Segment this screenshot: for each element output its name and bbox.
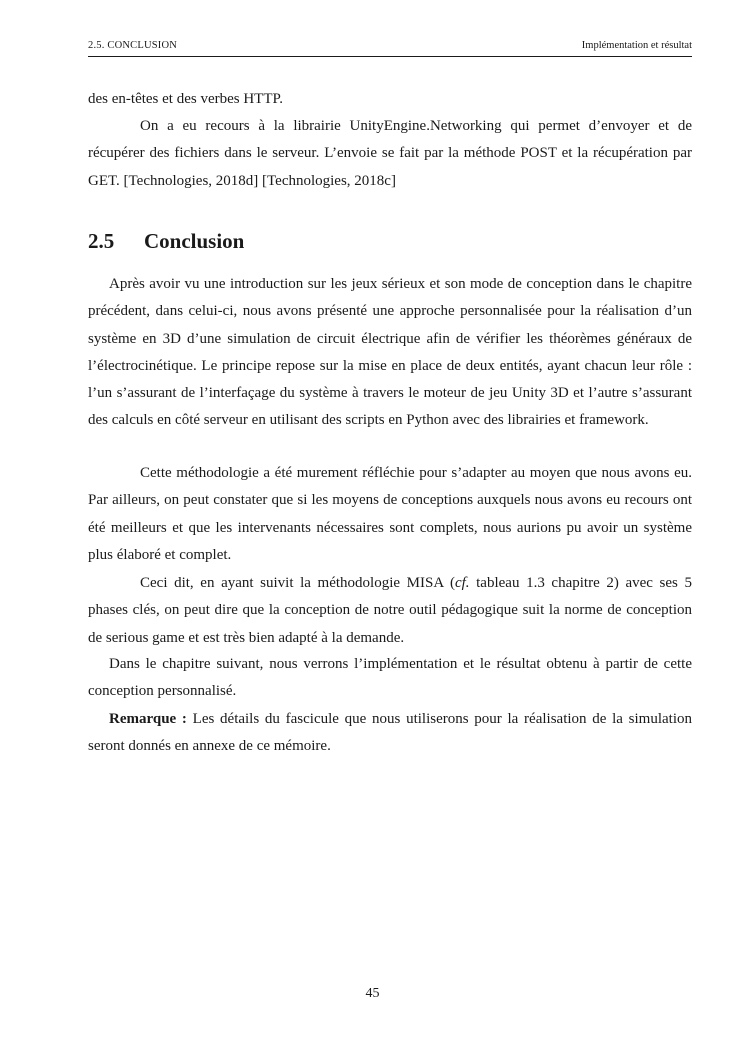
section-title: Conclusion (144, 229, 245, 253)
header-section-label: 2.5. CONCLUSION (88, 40, 178, 51)
section-number: 2.5 (88, 229, 115, 253)
remark-label: Remarque : (109, 711, 187, 727)
conclusion-paragraph-3-start: Ceci dit, en ayant suivit la méthodologie MISA ( (140, 575, 455, 591)
conclusion-paragraph-3-end: tableau 1.3 chapitre 2) avec ses 5 phases clés, on peut dire que la conception de notre outil pédagogique suit la norme de conception de serious game et est très bien adapté à la demande. (88, 575, 692, 646)
paragraph-continued: des en-têtes et des verbes HTTP. (88, 91, 283, 107)
remark-text: Les détails du fascicule que nous utiliserons pour la réalisation de la simulation seront donnés en annexe de ce mémoire. (88, 711, 692, 755)
conclusion-paragraph-2 (88, 460, 692, 569)
cf-abbreviation: cf. (454, 575, 470, 591)
conclusion-paragraph-2-text: Cette méthodologie a été murement réfléchie pour s’adapter au moyen que nous avons eu. Par ailleurs, on peut constater que si les moyens de conceptions auxquels nous avons eu recours ont été meilleurs et que les intervenants nécessaires sont complets, nous aurions pu avoir un système plus élaboré et complet. (88, 465, 692, 563)
page-number: 45 (365, 986, 380, 1001)
running-header (88, 40, 692, 57)
header-chapter-title: Implémentation et résultat (581, 40, 692, 51)
section-heading (88, 228, 244, 254)
conclusion-paragraph-1: Après avoir vu une introduction sur les jeux sérieux et son mode de conception dans le chapitre précédent, dans celui-ci, nous avons présenté une approche personnalisée pour la réalisation d’un système en 3D d’une simulation de circuit électrique afin de vérifier les théorèmes généraux de l’électrocinétique. Le principe repose sur la mise en place de deux entités, ayant chacun leur rôle : l’un s’assurant de l’interfaçage du système à travers le moteur de jeu Unity 3D et l’autre s’assurant des calculs en côté serveur en utilisant des scripts en Python avec des librairies et framework. (88, 276, 692, 429)
conclusion-paragraph-3 (88, 570, 692, 652)
remark-paragraph (88, 706, 692, 761)
conclusion-paragraph-4: Dans le chapitre suivant, nous verrons l’implémentation et le résultat obtenu à partir de cette conception personnalisé. (88, 656, 692, 700)
paragraph-networking: On a eu recours à la librairie UnityEngine.Networking qui permet d’envoyer et de récupérer des fichiers dans le serveur. L’envoie se fait par la méthode POST et la récupération par GET. [Technologies, 2018d] [Technologies, 2018c] (88, 118, 692, 189)
